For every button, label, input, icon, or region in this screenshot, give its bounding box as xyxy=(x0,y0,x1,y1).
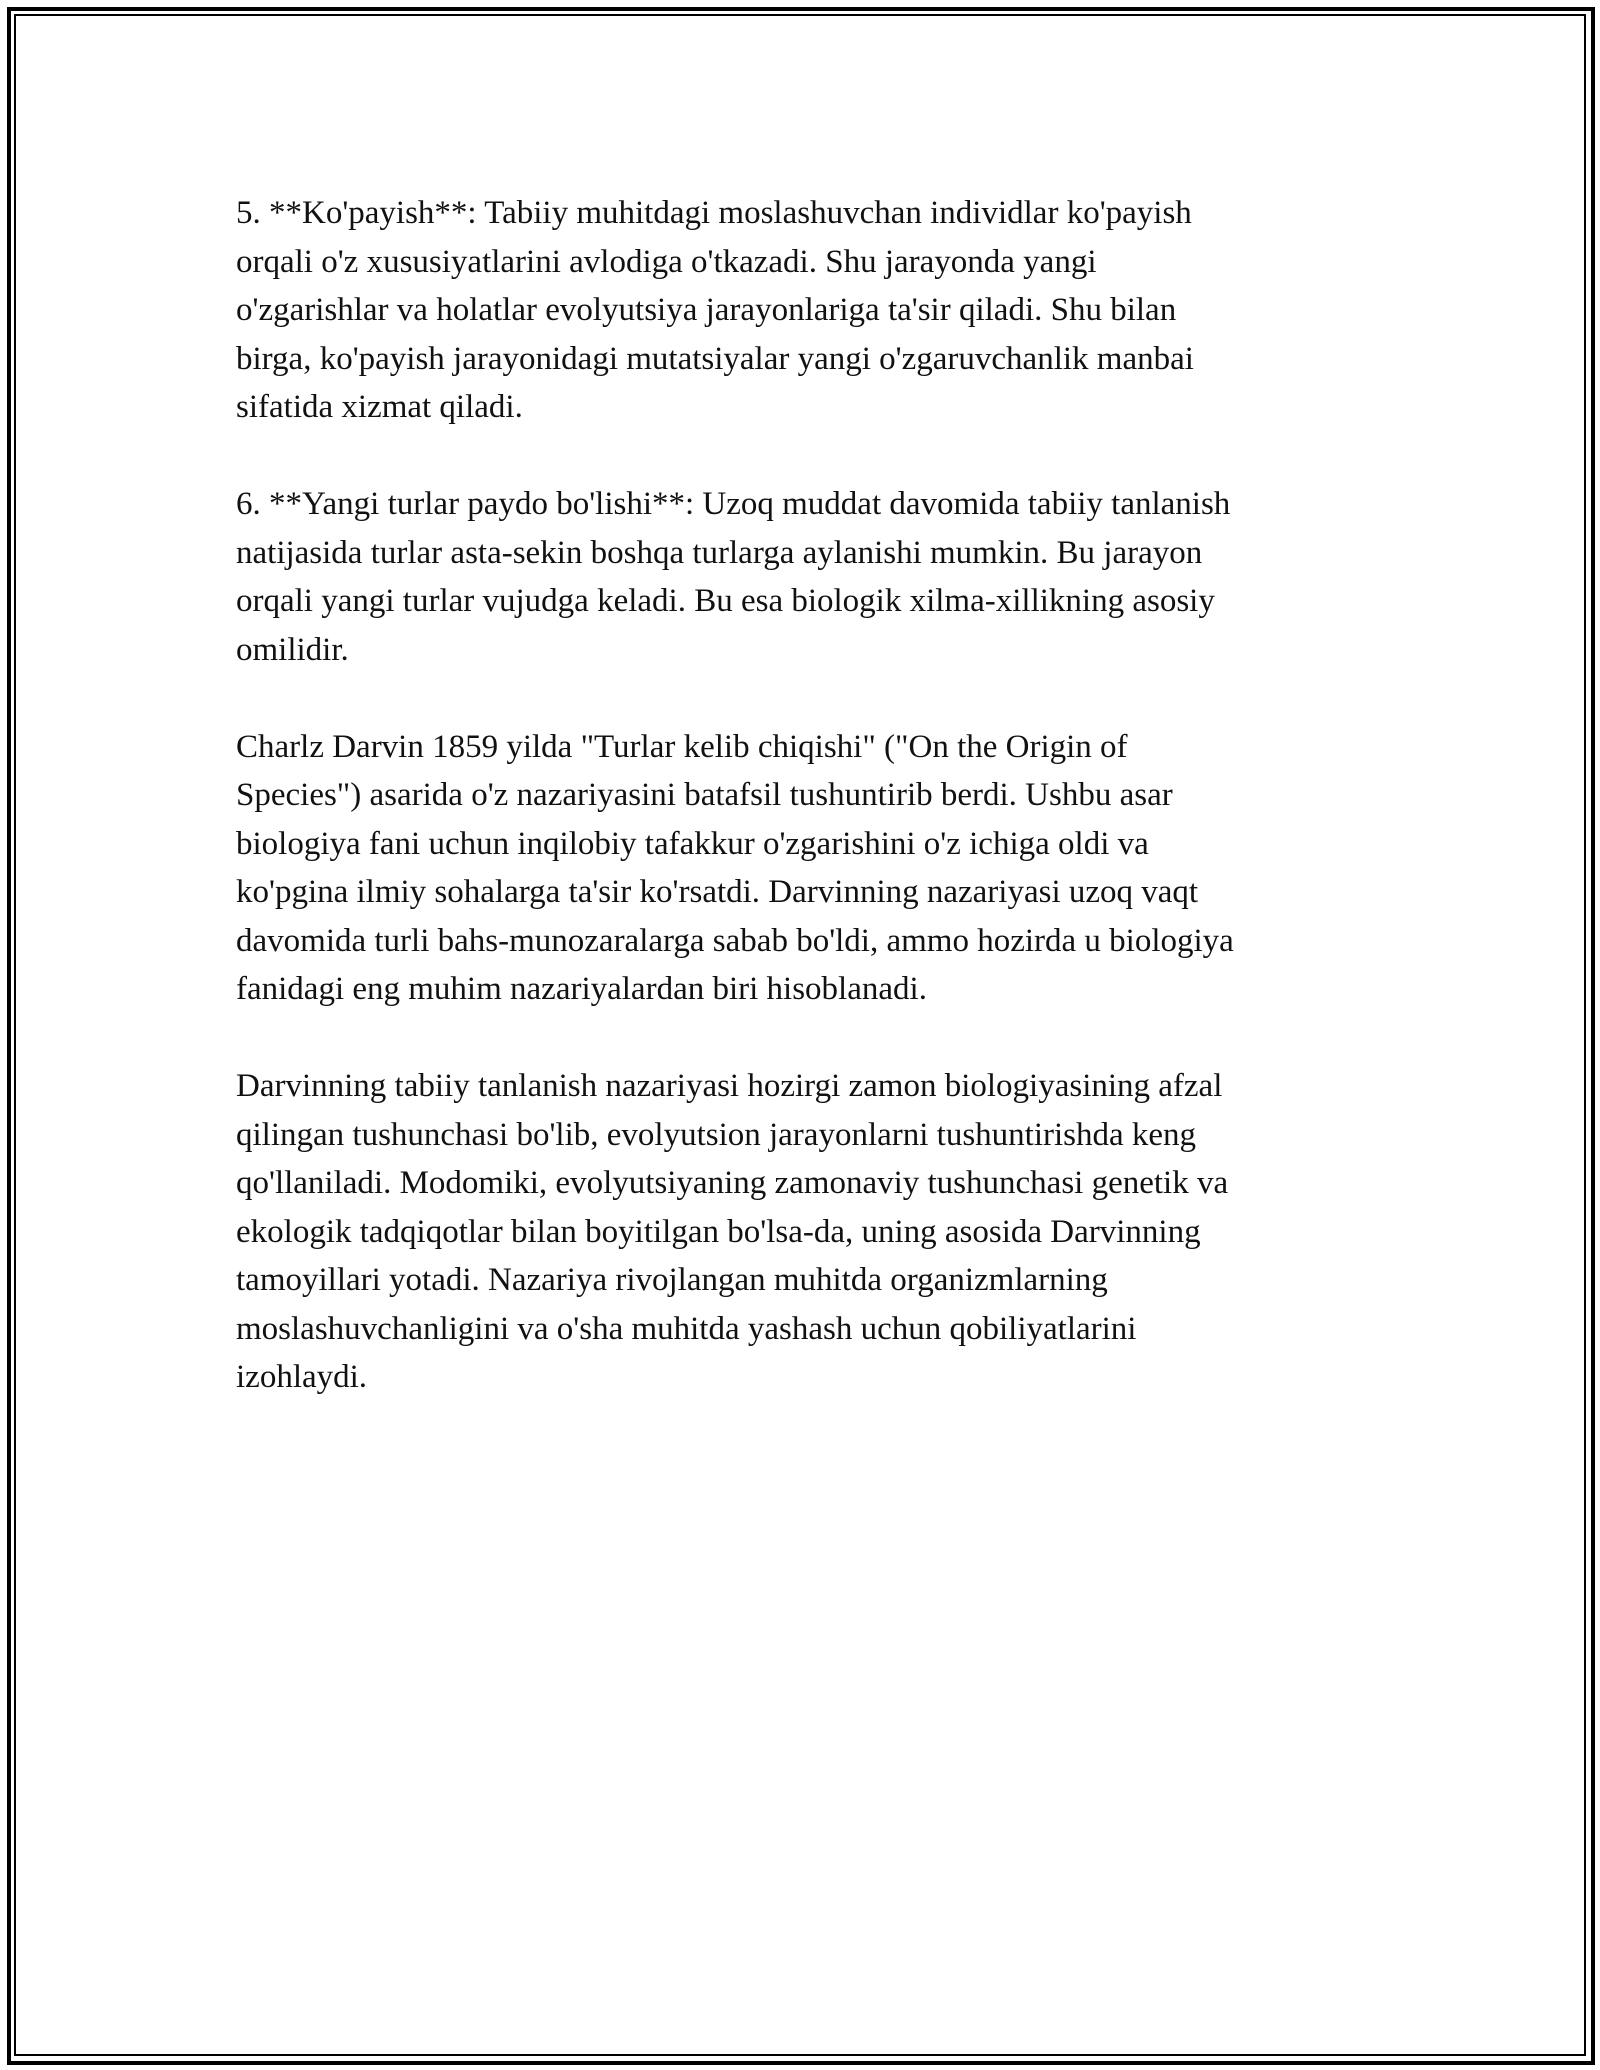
text-line: natijasida turlar asta-sekin boshqa turlarga aylanishi mumkin. Bu jarayon xyxy=(236,534,1203,571)
text-line: fanidagi eng muhim nazariyalardan biri hisoblanadi. xyxy=(236,971,927,1007)
text-line: omilidir. xyxy=(236,631,349,668)
text-line: 6. **Yangi turlar paydo bo'lishi**: Uzoq muddat davomida tabiiy tanlanish xyxy=(236,486,1231,522)
document-body xyxy=(236,189,1366,1450)
text-line: qilingan tushunchasi bo'lib, evolyutsion jarayonlarni tushuntirishda keng xyxy=(236,1116,1197,1153)
text-line: Charlz Darvin 1859 yilda "Turlar kelib chiqishi" ("On the Origin of xyxy=(236,728,1128,765)
text-line: o'zgarishlar va holatlar evolyutsiya jarayonlariga ta'sir qiladi. Shu bilan xyxy=(236,292,1177,328)
text-line: moslashuvchanligini va o'sha muhitda yashash uchun qobiliyatlarini xyxy=(236,1310,1137,1347)
paragraph-darvin-1859 xyxy=(236,723,1366,1014)
text-line: davomida turli bahs-munozaralarga sabab bo'ldi, ammo hozirda u biologiya xyxy=(236,922,1234,959)
text-line: ko'pgina ilmiy sohalarga ta'sir ko'rsatdi. Darvinning nazariyasi uzoq vaqt xyxy=(236,874,1199,910)
text-line: izohlaydi. xyxy=(236,1359,368,1395)
text-line: tamoyillari yotadi. Nazariya rivojlangan muhitda organizmlarning xyxy=(236,1262,1108,1298)
text-line: Darvinning tabiiy tanlanish nazariyasi hozirgi zamon biologiyasining afzal xyxy=(236,1068,1223,1104)
text-line: birga, ko'payish jarayonidagi mutatsiyalar yangi o'zgaruvchanlik manbai xyxy=(236,340,1194,377)
paragraph-kopayish xyxy=(236,189,1366,432)
text-line: sifatida xizmat qiladi. xyxy=(236,389,523,425)
text-line: 5. **Ko'payish**: Tabiiy muhitdagi moslashuvchan individlar ko'payish xyxy=(236,195,1192,231)
text-line: orqali o'z xususiyatlarini avlodiga o'tkazadi. Shu jarayonda yangi xyxy=(236,243,1097,280)
text-line: ekologik tadqiqotlar bilan boyitilgan bo'lsa-da, uning asosida Darvinning xyxy=(236,1213,1201,1250)
text-line: biologiya fani uchun inqilobiy tafakkur o'zgarishini o'z ichiga oldi va xyxy=(236,825,1149,862)
text-line: Species") asarida o'z nazariyasini batafsil tushuntirib berdi. Ushbu asar xyxy=(236,777,1173,813)
text-line: orqali yangi turlar vujudga keladi. Bu esa biologik xilma-xillikning asosiy xyxy=(236,583,1215,619)
paragraph-tabiiy-tanlanish xyxy=(236,1062,1366,1402)
text-line: qo'llaniladi. Modomiki, evolyutsiyaning zamonaviy tushunchasi genetik va xyxy=(236,1165,1229,1201)
paragraph-yangi-turlar xyxy=(236,480,1366,674)
